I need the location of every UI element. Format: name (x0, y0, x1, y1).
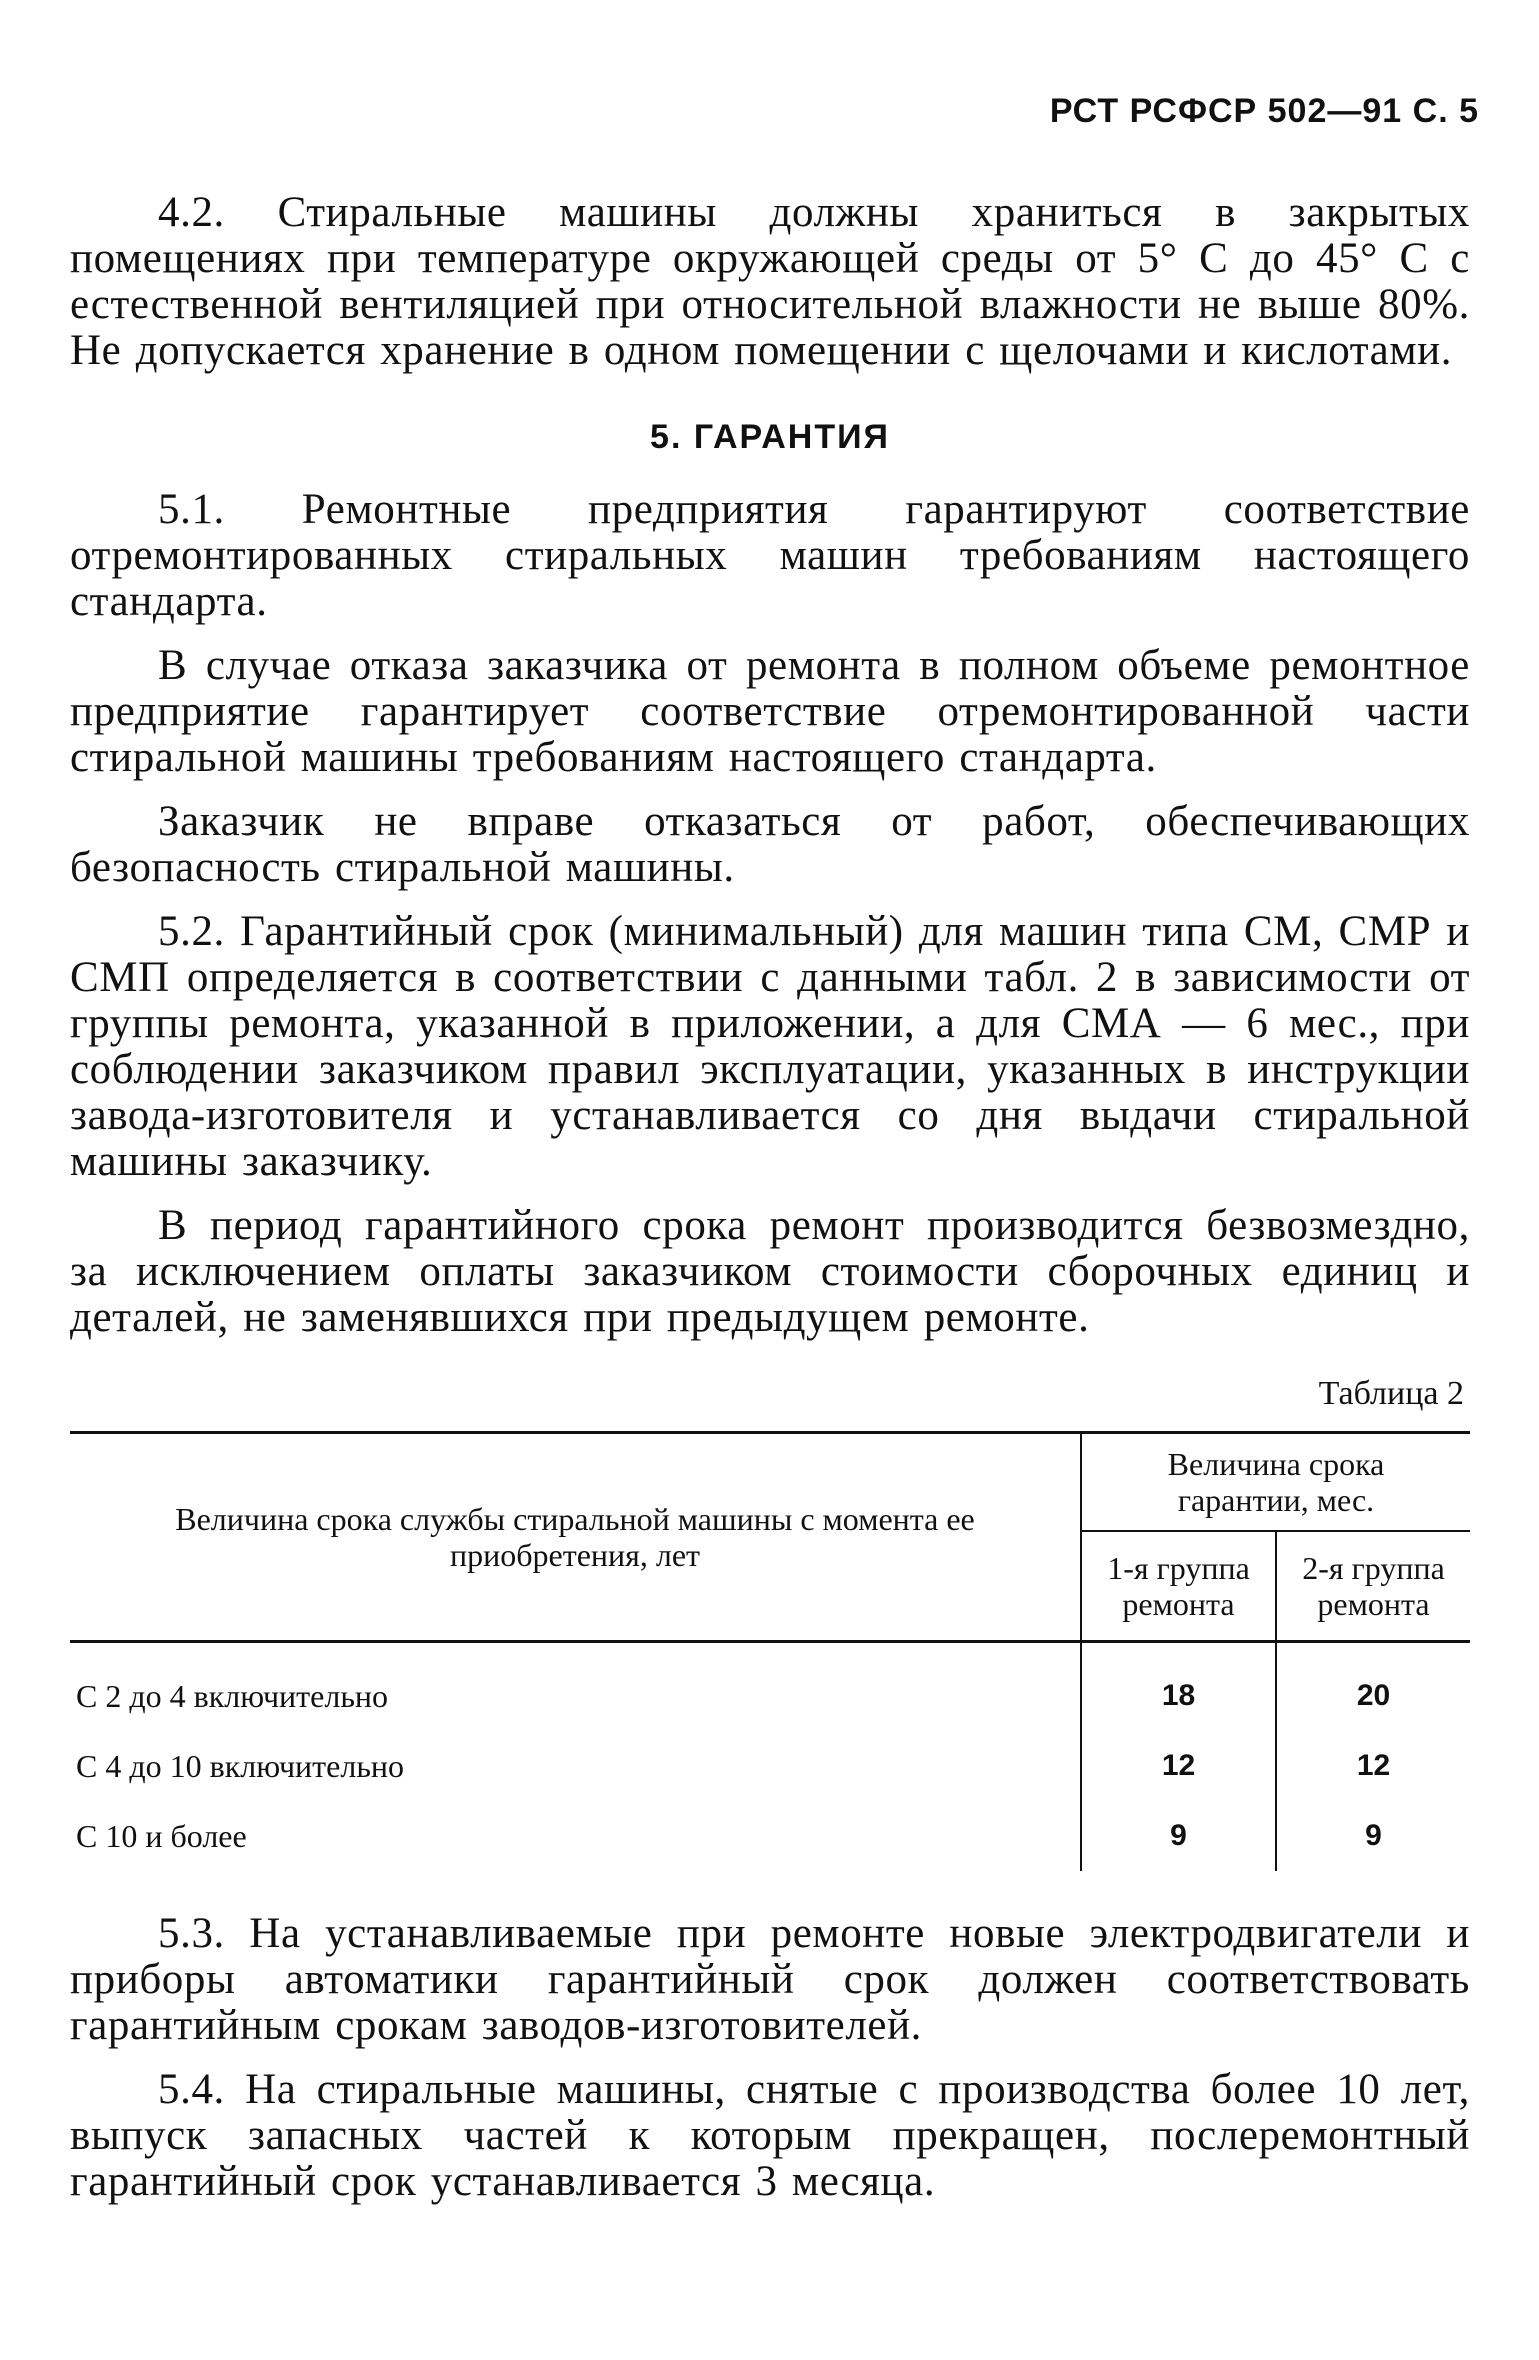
table-row (70, 1731, 1470, 1801)
column-header-guarantee-period (1081, 1433, 1470, 1532)
column-header-group-1 (1081, 1531, 1276, 1642)
paragraph-5-1-refusal: В случае отказа заказчика от ремонта в полном объеме ремонтное предприятие гарантирует соответствие отремонтированной части стиральной машины требованиям настоящего стандарта. (70, 642, 1470, 781)
column-header-group-2-text: 2-я группа ремонта (1302, 1550, 1445, 1622)
column-header-guarantee-period-text: Величина срока гарантии, мес. (1167, 1446, 1385, 1518)
table-caption: Таблица 2 (1318, 1375, 1464, 1412)
guarantee-table (70, 1431, 1470, 1871)
paragraph-5-1-safety: Заказчик не вправе отказаться от работ, обеспечивающих безопасность стиральной машины. (70, 798, 1470, 891)
document-body (70, 190, 1470, 2205)
row-label: С 4 до 10 включительно (70, 1731, 1081, 1801)
column-header-group-2 (1276, 1531, 1470, 1642)
cell-group-1: 9 (1081, 1801, 1276, 1871)
cell-group-1: 18 (1081, 1642, 1276, 1732)
cell-group-1: 12 (1081, 1731, 1276, 1801)
cell-group-2: 9 (1365, 1819, 1382, 1852)
paragraph-5-3: 5.3. На устанавливаемые при ремонте новые электродвигатели и приборы автоматики гарантийный срок должен соответствовать гарантийным срокам заводов-изготовителей. (70, 1910, 1470, 2049)
paragraph-5-2: 5.2. Гарантийный срок (минимальный) для машин типа СМ, СМР и СМП определяется в соответствии с данными табл. 2 в зависимости от группы ремонта, указанной в приложении, а для СМА — 6 мес., при соблюдении заказчиком правил эксплуатации, указанных в инструкции завода-изготовителя и устанавливается со дня выдачи стиральной машины заказчику. (70, 908, 1470, 1185)
row-label: С 10 и более (70, 1801, 1081, 1871)
table-row (70, 1801, 1470, 1871)
paragraph-5-1: 5.1. Ремонтные предприятия гарантируют соответствие отремонтированных стиральных машин требованиям настоящего стандарта. (70, 486, 1470, 625)
section-title-guarantee: 5. ГАРАНТИЯ (650, 418, 890, 456)
column-header-group-1-text: 1-я группа ремонта (1107, 1550, 1250, 1622)
cell-group-2: 12 (1356, 1749, 1391, 1782)
page-header: РСТ РСФСР 502—91 С. 5 (1049, 92, 1479, 130)
cell-group-2: 20 (1356, 1679, 1391, 1712)
table-row (70, 1642, 1470, 1732)
row-label: С 2 до 4 включительно (70, 1642, 1081, 1732)
paragraph-5-2-free-repair: В период гарантийного срока ремонт производится безвозмездно, за исключением оплаты заказчиком стоимости сборочных единиц и деталей, не заменявшихся при предыдущем ремонте. (70, 1202, 1470, 1341)
paragraph-4-2: 4.2. Стиральные машины должны храниться в закрытых помещениях при температуре окружающей среды от 5° С до 45° С с естественной вентиляцией при относительной влажности не выше 80%. Не допускается хранение в одном помещении с щелочами и кислотами. (70, 189, 1470, 374)
paragraph-5-4: 5.4. На стиральные машины, снятые с производства более 10 лет, выпуск запасных частей к которым прекращен, послеремонтный гарантийный срок устанавливается 3 месяца. (70, 2066, 1470, 2205)
column-header-service-life: Величина срока службы стиральной машины с момента ее приобретения, лет (70, 1433, 1081, 1642)
